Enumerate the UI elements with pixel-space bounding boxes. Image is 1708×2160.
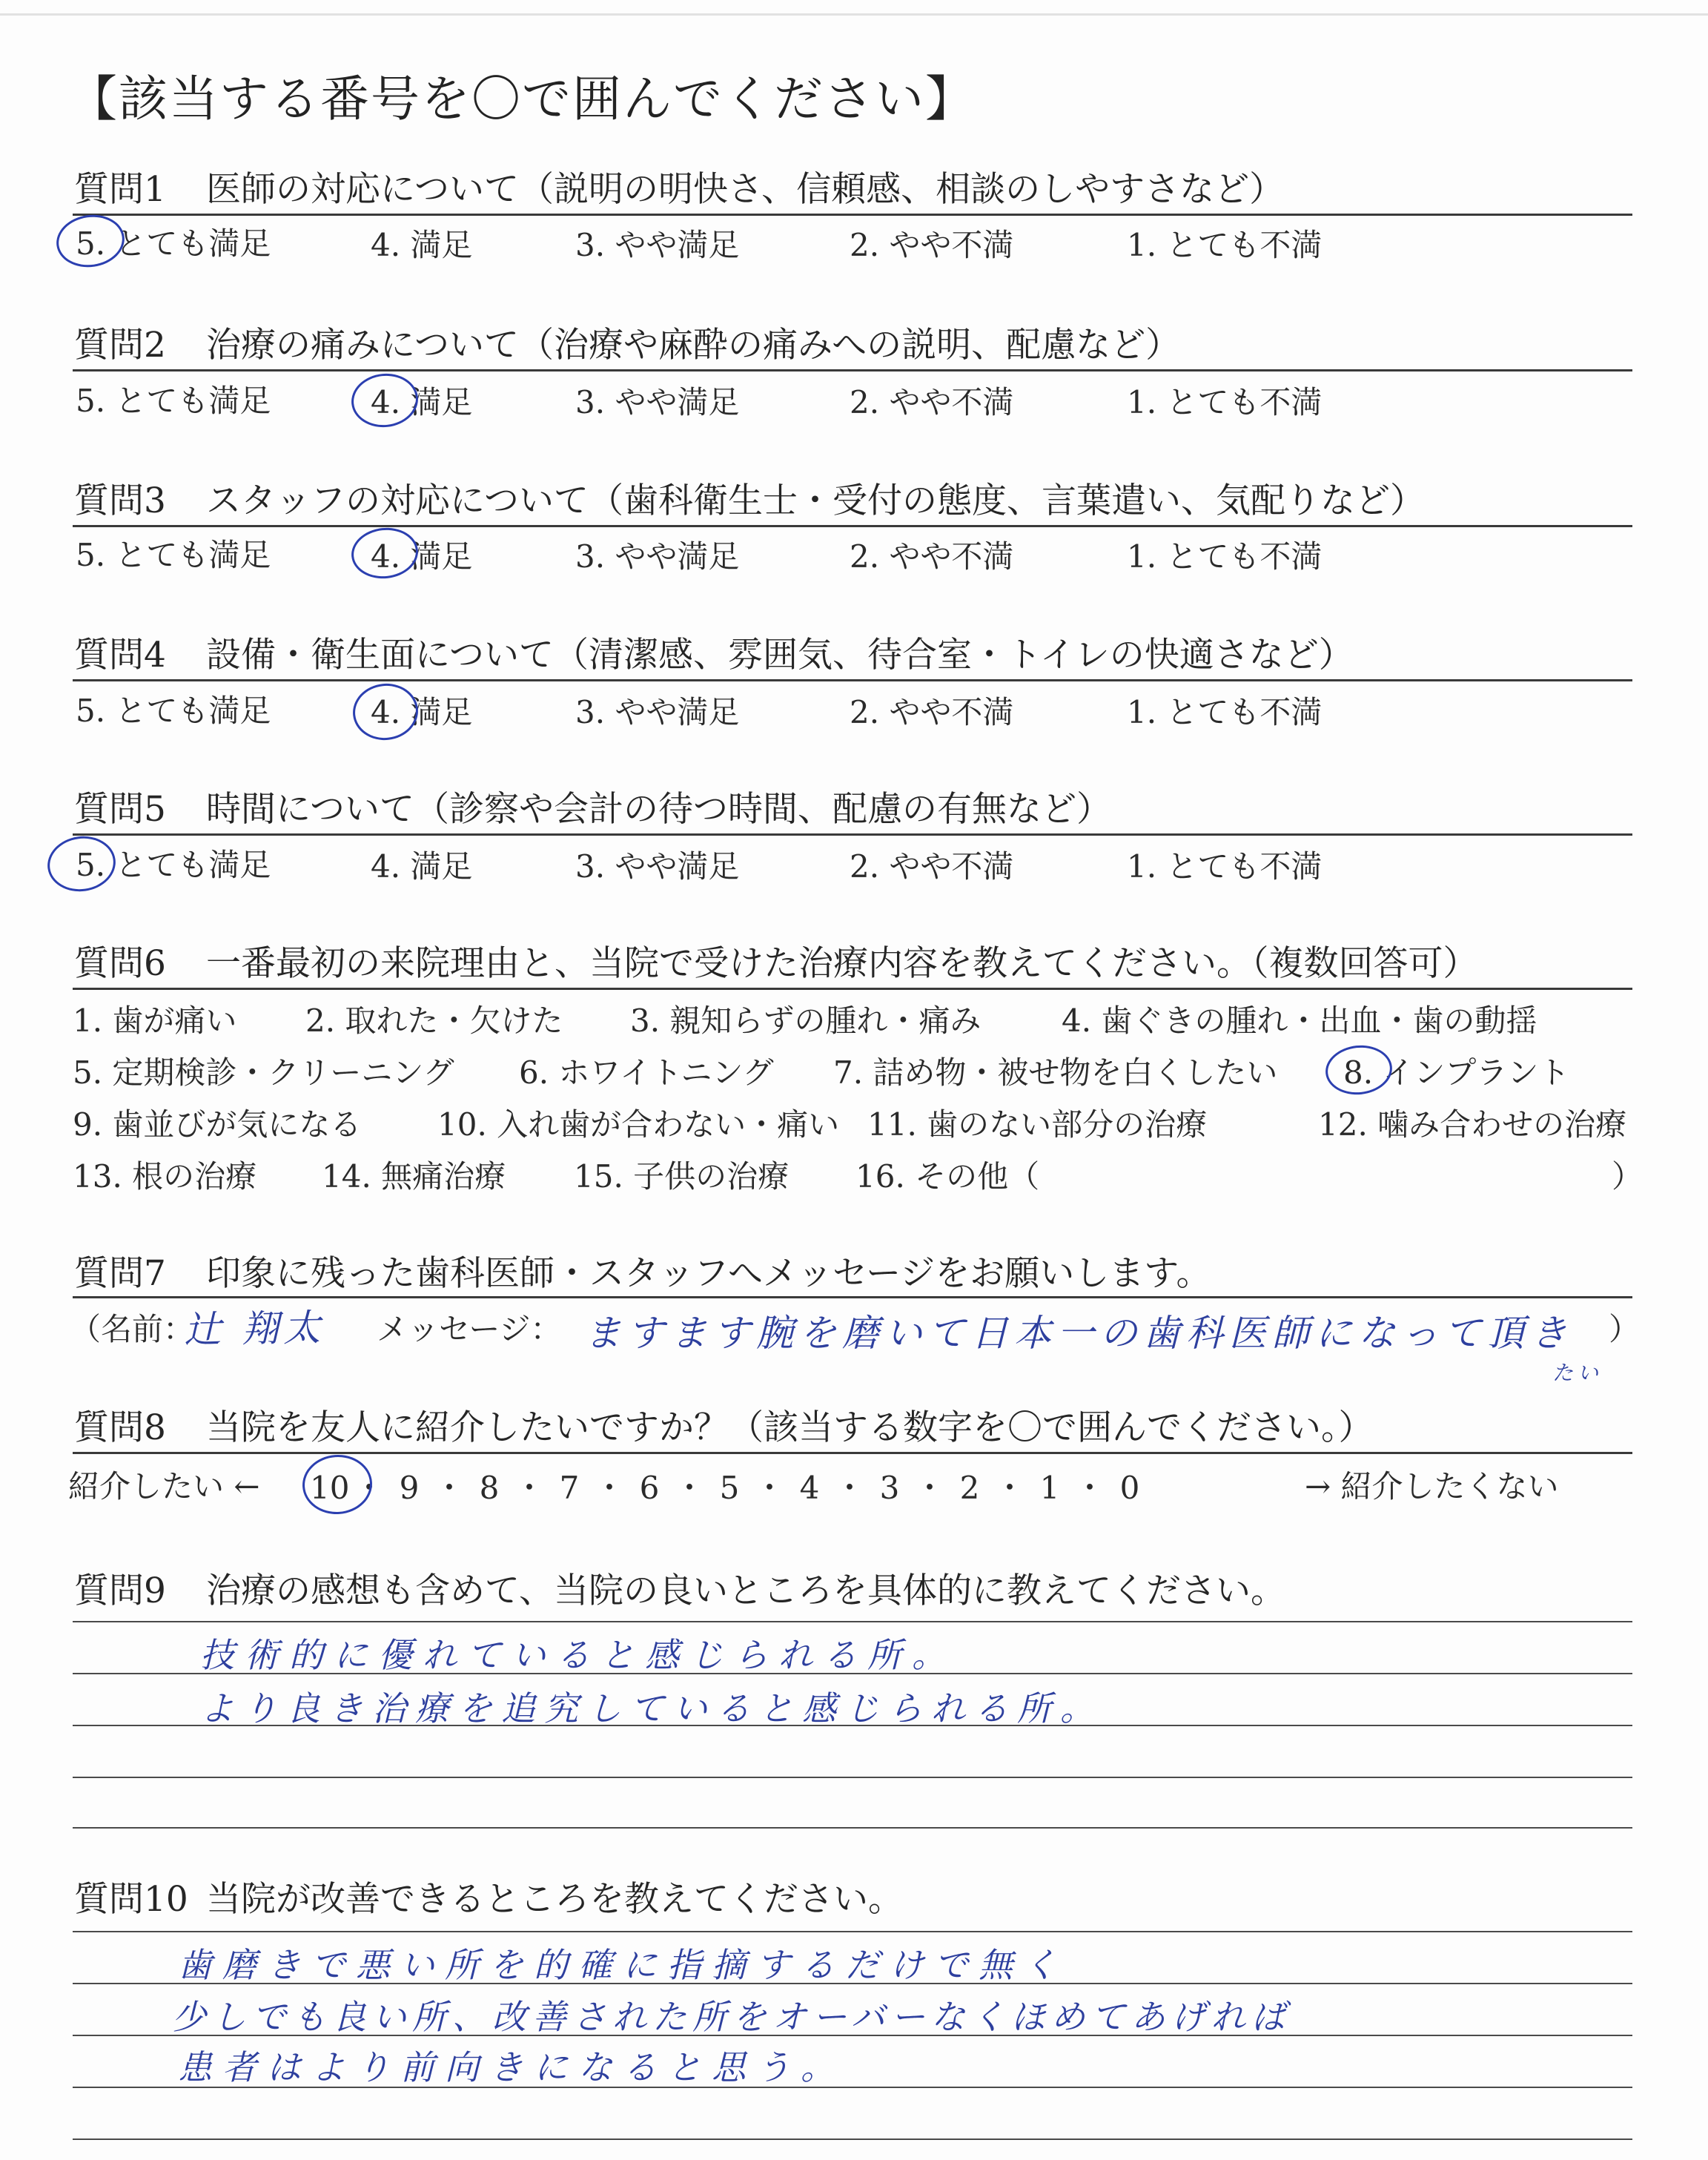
- q10-rule-5: [73, 2138, 1632, 2140]
- q4-label: 質問4: [74, 635, 166, 676]
- q2-option-5[interactable]: 5. とても満足: [76, 383, 271, 419]
- q5-text: 時間について（診察や会計の待つ時間、配慮の有無など）: [206, 789, 1112, 830]
- q9-title: [74, 1563, 1285, 1613]
- q3-option-2[interactable]: 2. やや不満: [850, 538, 1014, 575]
- q6-option-1[interactable]: 1. 歯が痛い: [73, 1003, 237, 1039]
- q2-text: 治療の痛みについて（治療や麻酔の痛みへの説明、配慮など）: [206, 325, 1181, 366]
- q9-answer-line-1[interactable]: 技術的に優れていると感じられる所。: [200, 1635, 956, 1675]
- q6-option-16[interactable]: 16. その他（: [855, 1158, 1040, 1195]
- q8-scale-separator: ・: [673, 1470, 705, 1506]
- q6-option-15[interactable]: 15. 子供の治療: [574, 1158, 790, 1195]
- q6-option-4[interactable]: 4. 歯ぐきの腫れ・出血・歯の動揺: [1062, 1003, 1537, 1039]
- q4-option-2[interactable]: 2. やや不満: [850, 694, 1014, 730]
- q5-option-2[interactable]: 2. やや不満: [850, 848, 1014, 885]
- q1-option-3[interactable]: 3. やや満足: [575, 227, 740, 263]
- q2-rule: [73, 369, 1632, 371]
- q6-option-6[interactable]: 6. ホワイトニング: [519, 1054, 774, 1091]
- top-border: [0, 13, 1708, 16]
- q6-option-7[interactable]: 7. 詰め物・被せ物を白くしたい: [833, 1054, 1278, 1091]
- q5-option-4[interactable]: 4. 満足: [371, 848, 473, 885]
- q8-scale-value-7[interactable]: 7: [559, 1470, 580, 1506]
- q7-name-value[interactable]: 辻 翔太: [183, 1306, 325, 1352]
- q1-title: [74, 162, 1284, 211]
- q8-scale-value-4[interactable]: 4: [799, 1470, 820, 1506]
- q6-label: 質問6: [74, 943, 166, 984]
- q1-option-1[interactable]: 1. とても不満: [1127, 227, 1323, 263]
- q6-option-13[interactable]: 13. 根の治療: [73, 1158, 257, 1195]
- q5-label: 質問5: [74, 789, 166, 830]
- q4-option-5[interactable]: 5. とても満足: [76, 693, 271, 729]
- q6-option-9[interactable]: 9. 歯並びが気になる: [73, 1106, 362, 1143]
- q8-scale-separator: ・: [913, 1470, 945, 1506]
- q7-close: ）: [1609, 1311, 1641, 1347]
- q5-title: [74, 782, 1111, 831]
- q8-scale-value-1[interactable]: 1: [1039, 1470, 1060, 1506]
- q3-option-5[interactable]: 5. とても満足: [76, 537, 271, 573]
- q2-label: 質問2: [74, 325, 166, 366]
- q7-title: [74, 1246, 1211, 1295]
- q6-option-5[interactable]: 5. 定期検診・クリーニング: [73, 1054, 454, 1091]
- q7-name-label: （名前：: [70, 1311, 195, 1347]
- q6-option-16-close: ）: [1612, 1158, 1644, 1195]
- q10-answer-line-2[interactable]: 少しでも良い所、改善された所をオーバーなくほめてあげれば: [172, 1997, 1291, 2037]
- q10-label: 質問10: [74, 1879, 188, 1920]
- q10-answer-line-3[interactable]: 患者はより前向きになると思う。: [178, 2047, 845, 2087]
- q8-scale-value-10[interactable]: 10: [310, 1470, 350, 1506]
- q8-scale-separator: ・: [1073, 1470, 1105, 1506]
- q8-scale-separator: ・: [753, 1470, 785, 1506]
- q1-option-2[interactable]: 2. やや不満: [850, 227, 1014, 263]
- q8-scale-value-3[interactable]: 3: [879, 1470, 900, 1506]
- q6-text: 一番最初の来院理由と、当院で受けた治療内容を教えてください。（複数回答可）: [206, 943, 1478, 984]
- q1-label: 質問1: [74, 169, 166, 210]
- q6-option-11[interactable]: 11. 歯のない部分の治療: [867, 1106, 1208, 1143]
- q8-scale-separator: ・: [433, 1470, 465, 1506]
- q2-title: [74, 317, 1180, 367]
- q8-right-label: → 紹介したくない: [1305, 1468, 1559, 1505]
- q6-option-3[interactable]: 3. 親知らずの腫れ・痛み: [630, 1003, 982, 1039]
- q3-option-4[interactable]: 4. 満足: [371, 538, 473, 575]
- q8-scale-value-0[interactable]: 0: [1119, 1470, 1140, 1506]
- q6-option-14[interactable]: 14. 無痛治療: [322, 1158, 506, 1195]
- q2-option-2[interactable]: 2. やや不満: [850, 384, 1014, 420]
- q8-text: 当院を友人に紹介したいですか？（該当する数字を〇で囲んでください。）: [206, 1407, 1374, 1448]
- q7-message-label: メッセージ：: [377, 1311, 562, 1347]
- q5-option-1[interactable]: 1. とても不満: [1127, 848, 1323, 885]
- q3-text: スタッフの対応について（歯科衛生士・受付の態度、言葉遣い、気配りなど）: [206, 480, 1426, 521]
- q9-answer-line-2[interactable]: より良き治療を追究していると感じられる所。: [200, 1688, 1103, 1728]
- q10-text: 当院が改善できるところを教えてください。: [206, 1879, 903, 1920]
- q6-option-8[interactable]: 8. インプラント: [1343, 1054, 1570, 1091]
- q8-scale-value-8[interactable]: 8: [479, 1470, 500, 1506]
- q7-text: 印象に残った歯科医師・スタッフへメッセージをお願いします。: [206, 1253, 1211, 1294]
- q7-message-value[interactable]: ますます腕を磨いて日本一の歯科医師になって頂き: [584, 1312, 1573, 1355]
- q3-option-1[interactable]: 1. とても不満: [1127, 538, 1323, 575]
- q7-label: 質問7: [74, 1253, 166, 1294]
- q10-title: [74, 1872, 903, 1921]
- q8-title: [74, 1400, 1374, 1450]
- q9-rule-4: [73, 1777, 1632, 1778]
- q8-scale-separator: ・: [353, 1470, 385, 1506]
- q4-text: 設備・衛生面について（清潔感、雰囲気、待合室・トイレの快適さなど）: [206, 635, 1354, 676]
- q2-option-3[interactable]: 3. やや満足: [575, 384, 740, 420]
- q10-rule-1: [73, 1931, 1632, 1932]
- q6-option-2[interactable]: 2. 取れた・欠けた: [305, 1003, 563, 1039]
- q2-option-1[interactable]: 1. とても不満: [1127, 384, 1323, 420]
- q5-option-3[interactable]: 3. やや満足: [575, 848, 740, 885]
- q10-answer-line-1[interactable]: 歯磨きで悪い所を的確に指摘するだけで無く: [178, 1945, 1068, 1985]
- q9-label: 質問9: [74, 1571, 166, 1611]
- form-heading: 【該当する番号を〇で囲んでください】: [68, 70, 976, 128]
- q5-rule: [73, 833, 1632, 836]
- q8-scale-separator: ・: [593, 1470, 625, 1506]
- q9-rule-5: [73, 1827, 1632, 1829]
- q6-rule: [73, 988, 1632, 990]
- q6-option-12[interactable]: 12. 噛み合わせの治療: [1318, 1106, 1627, 1143]
- q8-rule: [73, 1452, 1632, 1454]
- q1-rule: [73, 214, 1632, 216]
- q8-scale-separator: ・: [513, 1470, 545, 1506]
- q8-left-label: 紹介したい ←: [68, 1468, 260, 1505]
- q8-scale-separator: ・: [833, 1470, 865, 1506]
- q9-rule-1: [73, 1621, 1632, 1622]
- q3-option-3[interactable]: 3. やや満足: [575, 538, 740, 575]
- q3-label: 質問3: [74, 480, 166, 521]
- q2-option-4[interactable]: 4. 満足: [371, 384, 473, 420]
- q1-option-5[interactable]: 5. とても満足: [76, 225, 271, 262]
- q5-option-5[interactable]: 5. とても満足: [76, 847, 271, 883]
- q6-title: [74, 936, 1478, 985]
- q8-scale-value-6[interactable]: 6: [639, 1470, 660, 1506]
- q3-title: [74, 473, 1425, 523]
- q9-text: 治療の感想も含めて、当院の良いところを具体的に教えてください。: [206, 1571, 1286, 1611]
- q4-option-4[interactable]: 4. 満足: [371, 694, 473, 730]
- q8-label: 質問8: [74, 1407, 166, 1448]
- q4-rule: [73, 679, 1632, 681]
- q4-option-3[interactable]: 3. やや満足: [575, 694, 740, 730]
- q8-scale-value-9[interactable]: 9: [399, 1470, 420, 1506]
- q4-title: [74, 627, 1354, 677]
- q6-option-10[interactable]: 10. 入れ歯が合わない・痛い: [437, 1106, 840, 1143]
- q1-text: 医師の対応について（説明の明快さ、信頼感、相談のしやすさなど）: [206, 169, 1285, 210]
- q8-scale: [310, 1464, 1149, 1508]
- q8-scale-value-2[interactable]: 2: [959, 1470, 980, 1506]
- q8-scale-separator: ・: [993, 1470, 1025, 1506]
- q7-message-tail[interactable]: たい: [1552, 1361, 1603, 1385]
- q4-option-1[interactable]: 1. とても不満: [1127, 694, 1323, 730]
- q8-scale-value-5[interactable]: 5: [719, 1470, 740, 1506]
- q1-option-4[interactable]: 4. 満足: [371, 227, 473, 263]
- q3-rule: [73, 525, 1632, 527]
